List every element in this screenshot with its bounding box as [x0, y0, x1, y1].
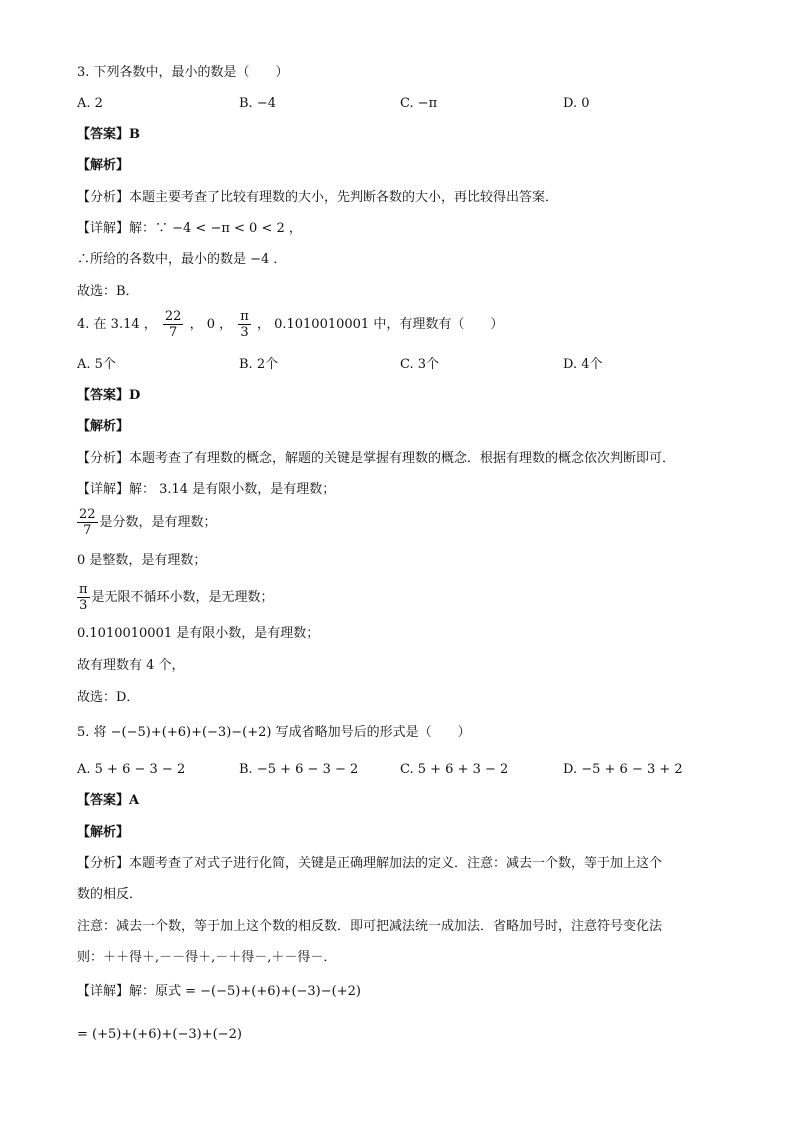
- q4-option-c: C. 3个: [400, 357, 440, 372]
- q4-frac2-numerator: π: [240, 309, 249, 324]
- q3-choose: 故选：B．: [77, 284, 139, 299]
- q4-line-zero: 0 是整数，是有理数；: [77, 553, 207, 568]
- q3-stem: 3. 下列各数中，最小的数是（ ）: [77, 65, 289, 80]
- q5-answer: 【答案】A: [77, 793, 140, 808]
- q5-option-a: A. 5 + 6 − 3 − 2: [77, 762, 186, 777]
- q4-line2-denominator: 7: [83, 523, 92, 538]
- q3-xiangjie: 【详解】解：∵ −4 < −π < 0 < 2 ，: [77, 221, 302, 236]
- q4-option-d: D. 4个: [563, 357, 603, 372]
- q3-conclusion: ∴所给的各数中，最小的数是 −4 ．: [77, 252, 287, 267]
- q5-option-b: B. −5 + 6 − 3 − 2: [239, 762, 359, 777]
- q4-jiexi: 【解析】: [77, 419, 130, 434]
- q5-option-d: D. −5 + 6 − 3 + 2: [563, 762, 683, 777]
- q4-line2-text: 是分数，是有理数；: [99, 515, 217, 530]
- q4-line4-fraction: [77, 582, 90, 613]
- q3-option-b: B. −4: [239, 96, 276, 111]
- q4-frac1-denominator: 7: [169, 325, 178, 340]
- q4-fenxi: 【分析】本题考查了有理数的概念，解题的关键是掌握有理数的概念．根据有理数的概念依次判断即可．: [77, 451, 676, 466]
- q4-line4-numerator: π: [79, 582, 88, 597]
- q5-stem: 5. 将 −(−5)+(+6)+(−3)−(+2) 写成省略加号后的形式是（ ）: [77, 725, 471, 740]
- q5-option-c: C. 5 + 6 + 3 − 2: [400, 762, 509, 777]
- q4-line4-text: 是无限不循环小数，是无理数；: [91, 590, 274, 605]
- q4-stem: [77, 308, 503, 342]
- q3-option-a: A. 2: [77, 96, 103, 111]
- q4-stem-part-c: ， 0.1010010001 中，有理数有（ ）: [256, 317, 504, 332]
- q4-option-a: A. 5个: [77, 357, 116, 372]
- q4-line2-fraction: [77, 507, 98, 538]
- q4-xiangjie: 【详解】解： 3.14 是有限小数，是有理数；: [77, 482, 336, 497]
- q3-option-c: C. −π: [400, 96, 438, 111]
- q4-frac1-numerator: 22: [164, 309, 182, 324]
- q4-fraction-22-7: [163, 309, 184, 340]
- q3-option-d: D. 0: [563, 96, 590, 111]
- q5-fenxi-line1: 【分析】本题考查了对式子进行化简，关键是正确理解加法的定义．注意：减去一个数，等于加上这个: [77, 856, 663, 871]
- q5-note-line1: 注意：减去一个数，等于加上这个数的相反数．即可把减法统一成加法．省略加号时，注意符号变化法: [77, 919, 663, 934]
- q4-line-count: 故有理数有 4 个，: [77, 658, 185, 673]
- q4-line2-numerator: 22: [79, 507, 96, 522]
- q3-fenxi: 【分析】本题主要考查了比较有理数的大小，先判断各数的大小，再比较得出答案．: [77, 190, 559, 205]
- q5-step: = (+5)+(+6)+(−3)+(−2): [77, 1027, 242, 1042]
- q4-fraction-pi-3: [238, 309, 251, 340]
- q4-answer: 【答案】D: [77, 388, 141, 403]
- q4-stem-part-b: ， 0 ，: [189, 317, 233, 332]
- q4-line-pi-3: [77, 580, 274, 616]
- q5-jiexi: 【解析】: [77, 825, 130, 840]
- q5-xiangjie: 【详解】解：原式 = −(−5)+(+6)+(−3)−(+2): [77, 984, 361, 999]
- q4-choose: 故选：D．: [77, 690, 140, 705]
- q5-fenxi-line2: 数的相反．: [77, 887, 143, 902]
- q5-note-line2: 则：＋＋得＋,－－得＋,－＋得－,＋－得－．: [77, 950, 337, 965]
- q4-option-b: B. 2个: [239, 357, 279, 372]
- q4-line-decimal: 0.1010010001 是有限小数，是有理数；: [77, 626, 320, 641]
- q4-line4-denominator: 3: [79, 598, 88, 613]
- q4-line-22-7: [77, 505, 217, 541]
- q3-answer: 【答案】B: [77, 127, 140, 142]
- q4-stem-part-a: 4. 在 3.14 ，: [77, 317, 157, 332]
- q3-jiexi: 【解析】: [77, 158, 130, 173]
- q4-frac2-denominator: 3: [240, 325, 249, 340]
